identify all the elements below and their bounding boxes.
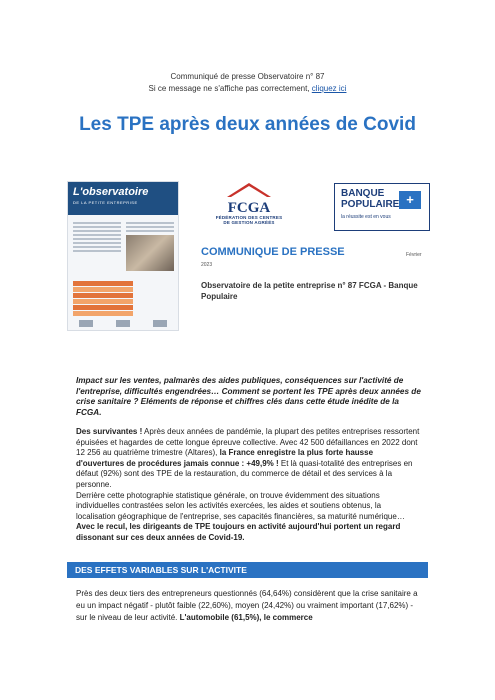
report-cover-header (68, 182, 178, 215)
body-p1-bold-1: Des survivantes ! (76, 427, 143, 436)
report-cover-table (73, 280, 133, 316)
intro-paragraph: Impact sur les ventes, palmarès des aides publiques, conséquences sur l'activité de l'entreprise, difficultés engendrées… Comment se portent les TPE après deux années de crise sanitaire ? Eléments de réponse et chiffres clés dans cette étude inédite de la FCGA. (76, 376, 421, 417)
banque-populaire-logo (334, 183, 430, 231)
body-p2-bold-1: Avec le recul, les dirigeants de TPE toujours en activité aujourd'hui portent un regard dissonant sur ces deux années de Covid-19. (76, 522, 401, 542)
bp-line-1: BANQUE (341, 188, 385, 199)
section-paragraph (76, 588, 421, 624)
press-release-subtitle: Observatoire de la petite entreprise n° 87 FCGA - Banque Populaire (201, 281, 418, 301)
body-p1-bold-2: la France enregistre la plus forte hausse d'ouvertures de procédures jamais connue : +49,9% ! (76, 448, 374, 468)
page-title: Les TPE après deux années de Covid (79, 114, 416, 135)
body-p2-text-1: Derrière cette photographie statistique générale, on trouve évidemment des situations individuelles contrastées selon les activités exercées, les aides et soutiens obtenus, la localisation géographique de l'entreprise, ses capacités financières, sa maturité numérique… (76, 490, 405, 521)
press-release-month: Février (406, 252, 422, 258)
fcga-tagline-1: FÉDÉRATION DES CENTRES (215, 215, 283, 220)
body-paragraph-1 (76, 427, 421, 491)
fcga-logo (212, 181, 286, 233)
bp-plus-icon: + (399, 191, 421, 209)
bp-line-2: POPULAIRE (341, 199, 400, 210)
report-cover-left-column (73, 220, 121, 252)
bp-tagline: la réussite est en vous (341, 214, 391, 220)
body-paragraph-2 (76, 491, 421, 544)
body-p1-text-2: Et là quasi-totalité des entreprises en défaut (92%) sont des TPE de la restauration, du commerce de détail et des services à la personne. (76, 458, 413, 489)
preheader-line-2-text: Si ce message ne s'affiche pas correctement, (148, 84, 310, 93)
report-cover-right-column (126, 220, 174, 271)
view-online-link[interactable]: cliquez ici (311, 84, 347, 93)
fcga-roof-icon (223, 181, 275, 215)
preheader (0, 71, 495, 95)
section-text-1: Près des deux tiers des entrepreneurs questionnés (64,64%) considèrent que la crise sanitaire a eu un impact négatif - plutôt faible (22,60%), moyen (24,42%) ou vraiment important (17,62%) - sur le niveau de leur activité. (76, 589, 418, 622)
body-text (76, 427, 421, 544)
report-cover-footer-logos (68, 320, 178, 327)
body-p1-text-1: Après deux années de pandémie, la plupart des petites entreprises ressortent épuisées et hagardes de cette longue épreuve collective. Avec 42 500 défaillances en 2022 dont 12 256 au quatrième trimestre (Altares), (76, 427, 420, 458)
preheader-line-2 (0, 83, 495, 95)
preheader-line-1: Communiqué de presse Observatoire n° 87 (170, 72, 325, 81)
report-cover-thumbnail[interactable] (67, 181, 179, 331)
report-cover-subtitle: DE LA PETITE ENTREPRISE (73, 200, 138, 205)
fcga-brand-text: FCGA (227, 200, 271, 215)
report-cover-title: L'observatoire (73, 186, 149, 198)
report-cover-photo (126, 235, 174, 271)
press-release-year: 2023 (201, 262, 213, 268)
section-bold-1: L'automobile (61,5%), le commerce (179, 613, 313, 622)
press-release-heading: COMMUNIQUE DE PRESSE (201, 246, 345, 258)
fcga-tagline-2: DE GESTION AGRÉÉS (223, 220, 275, 225)
section-heading: DES EFFETS VARIABLES SUR L'ACTIVITE (67, 562, 428, 578)
